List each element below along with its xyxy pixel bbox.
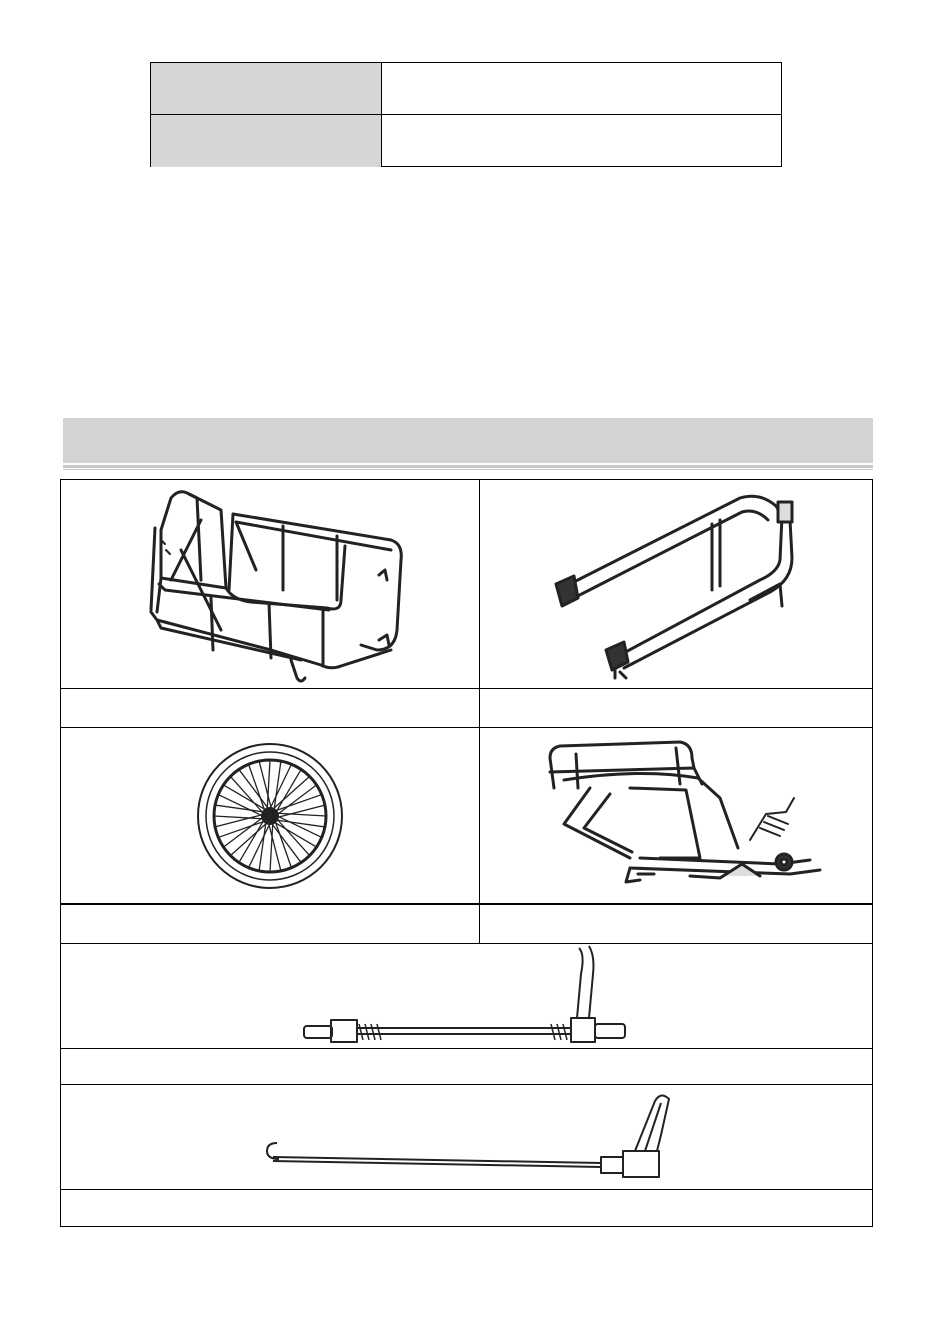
wheel-spoke — [277, 820, 325, 827]
spec-row — [151, 114, 781, 167]
parts-list — [60, 479, 873, 1227]
spec-value-1 — [382, 63, 781, 114]
part-caption-main-frame — [480, 905, 874, 943]
part-caption-skewer — [61, 1049, 874, 1084]
part-image-basket — [61, 480, 479, 688]
main-frame-icon — [480, 728, 874, 903]
wheel-spoke — [215, 805, 263, 812]
part-caption-wheel — [61, 905, 479, 943]
spec-label-2 — [151, 115, 382, 167]
wheel-icon — [61, 728, 479, 903]
wheel-spoke — [274, 761, 281, 809]
part-image-rear-frame — [480, 480, 874, 688]
part-image-main-frame — [480, 728, 874, 903]
part-caption-thru-axle — [61, 1190, 874, 1226]
part-image-wheel — [61, 728, 479, 903]
spec-value-2 — [382, 115, 781, 167]
part-caption-rear-frame — [480, 689, 874, 727]
spec-label-1 — [151, 63, 382, 114]
section-header — [63, 418, 873, 463]
part-image-skewer — [61, 944, 874, 1048]
rear-frame-icon — [480, 480, 874, 688]
spec-row — [151, 63, 781, 114]
section-divider-thin — [63, 469, 873, 470]
section-divider — [63, 465, 873, 468]
cargo-basket-icon — [61, 480, 479, 688]
spec-table — [150, 62, 782, 167]
part-image-thru-axle — [61, 1085, 874, 1189]
quick-release-skewer-icon — [61, 944, 874, 1048]
wheel-spoke — [259, 823, 266, 871]
thru-axle-lever-icon — [61, 1085, 874, 1189]
part-caption-basket — [61, 689, 479, 727]
